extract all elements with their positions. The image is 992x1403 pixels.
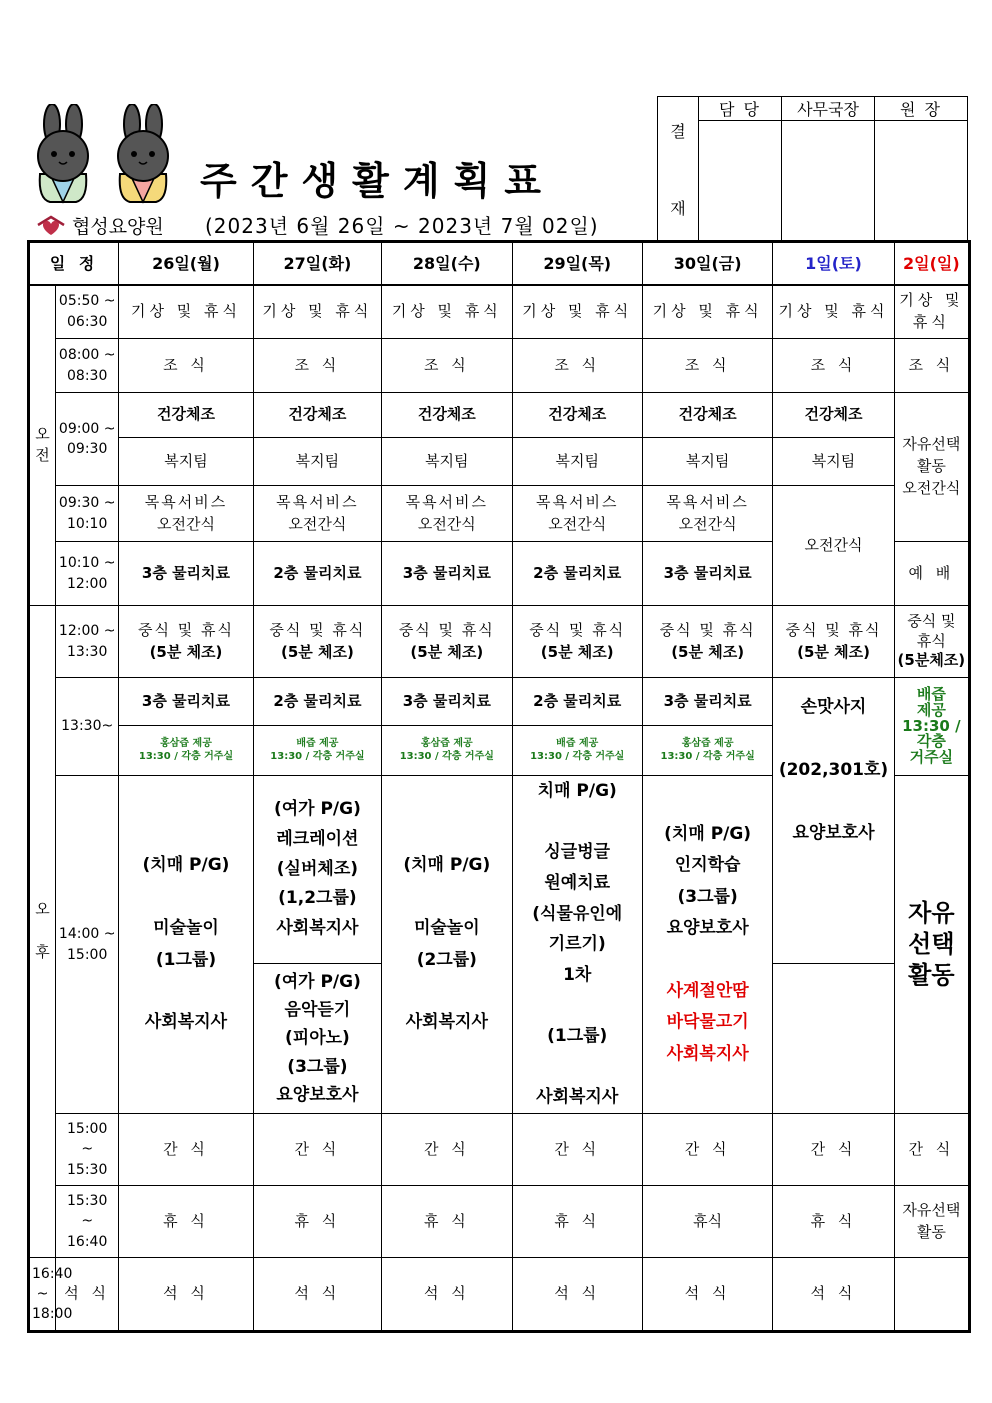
time-cell: 14:00 ~ 15:00 — [56, 776, 119, 1114]
time-cell: 15:00 ~ 15:30 — [56, 1114, 119, 1186]
day-fri: 30일(금) — [642, 242, 772, 285]
dinner-cell: 석 식 — [119, 1258, 253, 1332]
rest-cell: 휴 식 — [382, 1186, 512, 1258]
rabbit-mascot-right — [108, 104, 178, 206]
lunch-cell: 중식 및 휴식 (5분 체조) — [642, 606, 772, 678]
wake-cell: 기상 및 휴식 — [773, 285, 894, 339]
welfare-cell: 복지팀 — [382, 438, 512, 486]
pt-cell: 3층 물리치료 — [119, 542, 253, 606]
welfare-cell: 복지팀 — [119, 438, 253, 486]
dinner-cell: 석 식 — [773, 1258, 894, 1332]
wake-cell: 기상 및 휴식 — [642, 285, 772, 339]
sat-snack-am-cell: 오전간식 — [773, 486, 894, 606]
welfare-cell: 복지팀 — [512, 438, 642, 486]
approval-sign-staff — [699, 121, 782, 241]
breakfast-cell: 조 식 — [253, 339, 381, 393]
pt-cell: 3층 물리치료 — [642, 542, 772, 606]
approval-sign-head — [875, 121, 968, 241]
snack-cell: 간 식 — [642, 1114, 772, 1186]
bath-cell: 목욕서비스 오전간식 — [253, 486, 381, 542]
breakfast-cell: 조 식 — [512, 339, 642, 393]
rest-cell: 휴 식 — [253, 1186, 381, 1258]
snack-cell: 간 식 — [382, 1114, 512, 1186]
tue-program-a-cell: (여가 P/G) 레크레이션 (실버체조) (1,2그룹) 사회복지사 — [253, 776, 381, 964]
period: (2023년 6월 26일 ~ 2023년 7월 02일) — [205, 214, 599, 238]
day-tue: 27일(화) — [253, 242, 381, 285]
wake-cell: 기상 및 휴식 — [512, 285, 642, 339]
approval-box — [657, 96, 968, 241]
heart-house-logo-icon — [36, 215, 66, 237]
lunch-cell: 중식 및 휴식 (5분 체조) — [512, 606, 642, 678]
time-cell: 15:30 ~ 16:40 — [56, 1186, 119, 1258]
corner-cell: 일 정 — [29, 242, 119, 285]
rest-cell: 휴 식 — [512, 1186, 642, 1258]
approval-role-staff: 담 당 — [699, 97, 782, 121]
juice-cell: 홍삼즙 제공 13:30 / 각층 거주실 — [382, 726, 512, 776]
pt-cell: 3층 물리치료 — [119, 678, 253, 726]
exercise-cell: 건강체조 — [382, 393, 512, 438]
pt-cell: 2층 물리치료 — [253, 678, 381, 726]
mon-program-cell: (치매 P/G) 미술놀이 (1그룹) 사회복지사 — [119, 776, 253, 1114]
pt-cell: 2층 물리치료 — [512, 542, 642, 606]
welfare-cell: 복지팀 — [642, 438, 772, 486]
am-label: 오 전 — [29, 285, 56, 606]
sun-juice-cell: 배즙 제공 13:30 / 각층 거주실 — [894, 678, 969, 776]
breakfast-cell: 조 식 — [119, 339, 253, 393]
lunch-cell: 중식 및 휴식 (5분 체조) — [382, 606, 512, 678]
breakfast-cell: 조 식 — [382, 339, 512, 393]
pt-cell: 3층 물리치료 — [382, 678, 512, 726]
org-label: 협성요양원 — [72, 216, 164, 238]
breakfast-cell: 조 식 — [773, 339, 894, 393]
breakfast-cell: 조 식 — [642, 339, 772, 393]
juice-cell: 배즙 제공 13:30 / 각층 거주실 — [512, 726, 642, 776]
day-sun: 2일(일) — [894, 242, 969, 285]
bath-cell: 목욕서비스 오전간식 — [119, 486, 253, 542]
pt-cell: 3층 물리치료 — [642, 678, 772, 726]
time-cell: 12:00 ~ 13:30 — [56, 606, 119, 678]
tue-program-b-cell: (여가 P/G) 음악듣기 (피아노) (3그룹) 요양보호사 — [253, 964, 381, 1114]
dinner-cell: 석 식 — [642, 1258, 772, 1332]
page-title: 주간생활계획표 — [200, 159, 555, 203]
dinner-cell: 석 식 — [253, 1258, 381, 1332]
approval-label-top: 결 — [670, 122, 686, 141]
exercise-cell: 건강체조 — [512, 393, 642, 438]
lunch-cell: 중식 및 휴식 (5분 체조) — [119, 606, 253, 678]
exercise-cell: 건강체조 — [642, 393, 772, 438]
header-row — [29, 242, 970, 285]
snack-cell: 간 식 — [253, 1114, 381, 1186]
time-cell: 09:30 ~ 10:10 — [56, 486, 119, 542]
worship-cell: 예 배 — [894, 542, 969, 606]
exercise-cell: 건강체조 — [253, 393, 381, 438]
bath-cell: 목욕서비스 오전간식 — [382, 486, 512, 542]
day-mon: 26일(월) — [119, 242, 253, 285]
dinner-cell: 석 식 — [382, 1258, 512, 1332]
org-name — [36, 212, 164, 239]
exercise-cell: 건강체조 — [773, 393, 894, 438]
juice-cell: 홍삼즙 제공 13:30 / 각층 거주실 — [119, 726, 253, 776]
exercise-cell: 건강체조 — [119, 393, 253, 438]
rest-cell: 휴 식 — [773, 1186, 894, 1258]
time-cell: 09:00 ~ 09:30 — [56, 393, 119, 486]
pt-cell: 2층 물리치료 — [512, 678, 642, 726]
juice-cell: 배즙 제공 13:30 / 각층 거주실 — [253, 726, 381, 776]
wake-cell-sun: 기상 및 휴식 — [894, 285, 969, 339]
pt-cell: 2층 물리치료 — [253, 542, 381, 606]
bath-cell: 목욕서비스 오전간식 — [642, 486, 772, 542]
lunch-cell: 중식 및 휴식 (5분 체조) — [253, 606, 381, 678]
juice-cell: 홍삼즙 제공 13:30 / 각층 거주실 — [642, 726, 772, 776]
sun-free-am-cell: 자유선택 활동 오전간식 — [894, 393, 969, 542]
day-sat: 1일(토) — [773, 242, 894, 285]
welfare-cell: 복지팀 — [773, 438, 894, 486]
dinner-cell: 석 식 — [56, 1258, 119, 1332]
rest-cell: 휴식 — [642, 1186, 772, 1258]
day-thu: 29일(목) — [512, 242, 642, 285]
schedule-table — [27, 240, 971, 1333]
wake-cell: 기상 및 휴식 — [382, 285, 512, 339]
approval-sign-director — [782, 121, 875, 241]
approval-label-bottom: 재 — [670, 199, 686, 218]
rest-cell: 휴 식 — [119, 1186, 253, 1258]
sun-free-pm-cell: 자유 선택 활동 — [894, 776, 969, 1114]
approval-label — [658, 97, 699, 241]
rabbit-mascot-left — [28, 104, 98, 206]
time-cell: 16:40 ~ 18:00 — [29, 1258, 56, 1332]
pt-cell: 3층 물리치료 — [382, 542, 512, 606]
breakfast-cell: 조 식 — [894, 339, 969, 393]
wake-cell: 기상 및 휴식 — [253, 285, 381, 339]
pm-label: 오 후 — [29, 606, 56, 1258]
time-cell: 10:10 ~ 12:00 — [56, 542, 119, 606]
lunch-cell: 중식 및 휴식 (5분 체조) — [773, 606, 894, 678]
time-cell: 05:50 ~ 06:30 — [56, 285, 119, 339]
wed-program-cell: (치매 P/G) 미술놀이 (2그룹) 사회복지사 — [382, 776, 512, 1114]
time-cell: 08:00 ~ 08:30 — [56, 339, 119, 393]
snack-cell: 간 식 — [773, 1114, 894, 1186]
snack-cell: 간 식 — [512, 1114, 642, 1186]
welfare-cell: 복지팀 — [253, 438, 381, 486]
day-wed: 28일(수) — [382, 242, 512, 285]
lunch-cell-sun: 중식 및 휴식 (5분체조) — [894, 606, 969, 678]
approval-role-director: 사무국장 — [782, 97, 875, 121]
sun-free-rest-cell: 자유선택 활동 — [894, 1186, 969, 1258]
sat-massage-cell: 손맛사지 (202,301호) 요양보호사 — [773, 678, 894, 964]
thu-program-cell: 치매 P/G) 싱글벙글 원예치료 (식물유인에 기르기) 1차 (1그룹) 사회복지사 — [512, 776, 642, 1114]
time-cell: 13:30~ — [56, 678, 119, 776]
snack-cell: 간 식 — [119, 1114, 253, 1186]
fri-program-cell: (치매 P/G) 인지학습 (3그룹) 요양보호사 사계절안땀 바닥물고기 사회복지사 — [642, 776, 772, 1114]
bath-cell: 목욕서비스 오전간식 — [512, 486, 642, 542]
snack-cell: 간 식 — [894, 1114, 969, 1186]
dinner-cell: 석 식 — [512, 1258, 642, 1332]
wake-cell: 기상 및 휴식 — [119, 285, 253, 339]
approval-role-head: 원 장 — [875, 97, 968, 121]
